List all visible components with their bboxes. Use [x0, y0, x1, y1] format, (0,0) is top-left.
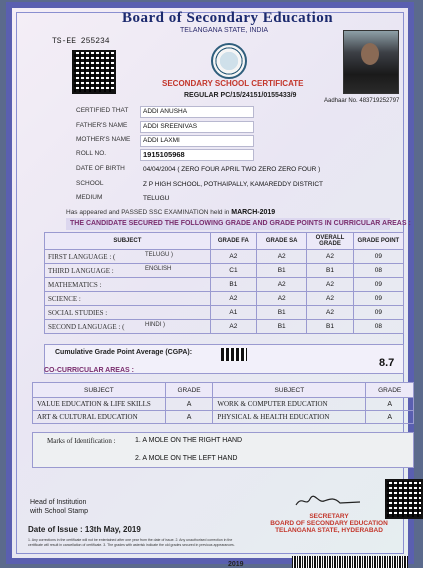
field-value: ADDI SREENIVAS	[140, 121, 254, 133]
field-label: ROLL NO.	[76, 150, 107, 157]
field-value: ADDI ANUSHA	[140, 106, 254, 118]
cocurricular-grade: A	[165, 411, 213, 424]
student-photo	[343, 30, 399, 94]
column-header: GRADE SA	[257, 233, 307, 250]
subject-cell	[45, 320, 211, 334]
cocurricular-subject: WORK & COMPUTER EDUCATION	[213, 398, 366, 411]
grade-fa: B1	[210, 278, 256, 292]
column-header: GRADE	[165, 383, 213, 398]
board-emblem-icon	[211, 43, 247, 79]
cocurricular-subject: VALUE EDUCATION & LIFE SKILLS	[33, 398, 166, 411]
passed-statement	[66, 209, 275, 216]
cocurricular-grade: A	[366, 398, 414, 411]
state-name: TELANGANA STATE, INDIA	[180, 27, 269, 34]
cgpa-label: Cumulative Grade Point Average (CGPA):	[55, 349, 193, 356]
serial-number: TS-EE 255234	[52, 37, 110, 46]
subject-cell	[45, 306, 211, 320]
overall-grade: A2	[307, 250, 354, 264]
grade-sa: B1	[257, 306, 307, 320]
aadhaar-number: Aadhaar No. 483719252797	[324, 98, 400, 104]
footnotes: 1. Any corrections in the certificate will not be entertained after one year from the date of issue. 2. Any unauthorised correction in the certificate will result in cancellation of certificate. 3. The grades with asterisk indicate the old grades secured in previous appearances.	[28, 538, 235, 547]
subject-name: FIRST LANGUAGE : (	[48, 252, 116, 261]
table-row	[45, 320, 404, 334]
grade-point: 09	[353, 250, 403, 264]
table-row	[45, 278, 404, 292]
cocurricular-table	[32, 382, 414, 424]
grade-point: 09	[353, 278, 403, 292]
cocurricular-grade: A	[366, 411, 414, 424]
table-row	[33, 411, 414, 424]
identification-label: Marks of Identification :	[47, 437, 116, 445]
overall-grade: A2	[307, 278, 354, 292]
table-row	[45, 264, 404, 278]
field-value: ADDI LAXMI	[140, 135, 254, 147]
regular-code: REGULAR PC/15/24151/0155433/9	[184, 92, 297, 99]
grade-sa: B1	[257, 320, 307, 334]
identification-mark-1: 1. A MOLE ON THE RIGHT HAND	[135, 437, 243, 444]
field-value: 1915105968	[140, 149, 254, 161]
certificate-sheet	[6, 2, 414, 568]
column-header: GRADE	[366, 383, 414, 398]
cocurricular-heading: CO-CURRICULAR AREAS :	[44, 367, 134, 374]
footer-year: 2019	[228, 561, 244, 568]
column-header: GRADE FA	[210, 233, 256, 250]
grade-point: 09	[353, 292, 403, 306]
board-name: Board of Secondary Education	[122, 10, 334, 26]
subject-name: SCIENCE :	[48, 294, 81, 303]
subject-medium: HINDI )	[145, 322, 165, 328]
column-header: SUBJECT	[33, 383, 166, 398]
column-header: SUBJECT	[45, 233, 211, 250]
identification-mark-2: 2. A MOLE ON THE LEFT HAND	[135, 455, 238, 462]
cocurricular-subject: PHYSICAL & HEALTH EDUCATION	[213, 411, 366, 424]
curricular-grade-table	[44, 232, 404, 334]
grade-point: 08	[353, 320, 403, 334]
grade-fa: C1	[210, 264, 256, 278]
grade-point: 08	[353, 264, 403, 278]
field-value: 04/04/2004 ( ZERO FOUR APRIL TWO ZERO ZERO FOUR )	[143, 166, 321, 173]
grade-sa: A2	[257, 250, 307, 264]
curricular-heading: THE CANDIDATE SECURED THE FOLLOWING GRADE AND GRADE POINTS IN CURRICULAR AREAS :	[66, 218, 390, 230]
grade-sa: A2	[257, 292, 307, 306]
table-header-row	[33, 383, 414, 398]
field-label: DATE OF BIRTH	[76, 165, 125, 172]
subject-cell	[45, 292, 211, 306]
passed-text: Has appeared and PASSED SSC EXAMINATION held in	[66, 209, 230, 216]
head-of-institution: Head of Institution with School Stamp	[30, 499, 88, 515]
subject-medium: ENGLISH	[145, 266, 172, 272]
subject-cell	[45, 278, 211, 292]
field-label: CERTIFIED THAT	[76, 107, 129, 114]
subject-name: SECOND LANGUAGE : (	[48, 322, 125, 331]
secretary-block: SECRETARY BOARD OF SECONDARY EDUCATION TELANGANA STATE, HYDERABAD	[270, 513, 388, 534]
field-label: MOTHER'S NAME	[76, 136, 131, 143]
identification-marks	[32, 432, 414, 468]
subject-cell	[45, 250, 211, 264]
barcode-icon	[292, 556, 408, 568]
overall-grade: B1	[307, 264, 354, 278]
subject-name: THIRD LANGUAGE :	[48, 266, 114, 275]
overall-grade: A2	[307, 306, 354, 320]
subject-medium: TELUGU )	[145, 252, 174, 258]
grade-fa: A2	[210, 320, 256, 334]
table-row	[45, 292, 404, 306]
grade-fa: A1	[210, 306, 256, 320]
cocurricular-subject: ART & CULTURAL EDUCATION	[33, 411, 166, 424]
subject-cell	[45, 264, 211, 278]
table-row	[33, 398, 414, 411]
subject-name: MATHEMATICS :	[48, 280, 102, 289]
column-header: OVERALL GRADE	[307, 233, 354, 250]
field-value: TELUGU	[143, 195, 170, 202]
date-of-issue: Date of Issue : 13th May, 2019	[28, 525, 141, 534]
field-label: MEDIUM	[76, 194, 103, 201]
certificate-title: SECONDARY SCHOOL CERTIFICATE	[162, 79, 304, 88]
column-header: SUBJECT	[213, 383, 366, 398]
overall-grade: A2	[307, 292, 354, 306]
table-row	[45, 250, 404, 264]
cgpa-value: 8.7	[379, 357, 395, 369]
grade-sa: B1	[257, 264, 307, 278]
grade-fa: A2	[210, 292, 256, 306]
signature-icon	[294, 493, 364, 509]
exam-month: MARCH-2019	[231, 209, 276, 216]
grade-fa: A2	[210, 250, 256, 264]
field-label: FATHER'S NAME	[76, 122, 128, 129]
grade-sa: A2	[257, 278, 307, 292]
barcode-mark-icon	[221, 348, 247, 361]
grade-point: 09	[353, 306, 403, 320]
field-label: SCHOOL	[76, 180, 104, 187]
subject-name: SOCIAL STUDIES :	[48, 308, 108, 317]
qr-code-icon	[72, 50, 116, 94]
field-value: Z P HIGH SCHOOL, POTHAIPALLY, KAMAREDDY DISTRICT	[143, 181, 323, 188]
overall-grade: B1	[307, 320, 354, 334]
column-header: GRADE POINT	[353, 233, 403, 250]
table-header-row	[45, 233, 404, 250]
qr-code-icon	[385, 479, 423, 519]
table-row	[45, 306, 404, 320]
cocurricular-grade: A	[165, 398, 213, 411]
